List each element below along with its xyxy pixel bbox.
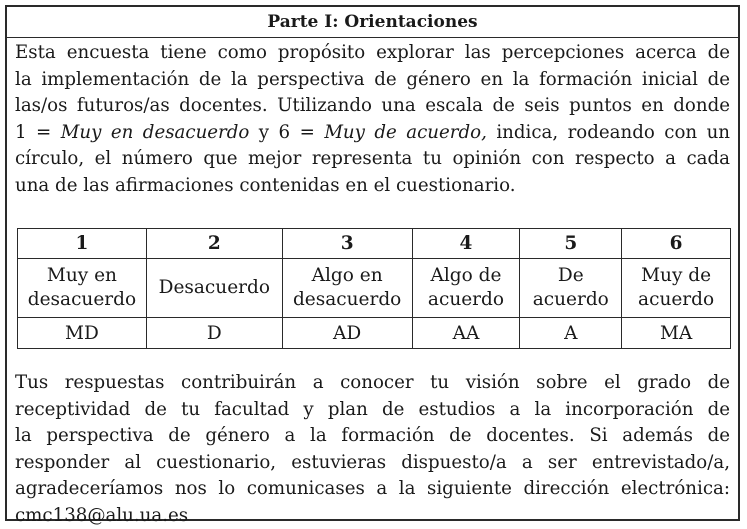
closing-line: receptividad de tu facultad y plan de estudios a la incorporación de — [15, 397, 730, 424]
scale-number: 6 — [622, 229, 731, 259]
scale-abbreviation: A — [520, 318, 622, 349]
intro-line: círculo, el número que mejor representa tu opinión con respecto a cada — [15, 146, 730, 173]
scale-label — [282, 259, 412, 318]
scale-label-line: desacuerdo — [28, 289, 136, 310]
intro-line: la implementación de la perspectiva de género en la formación inicial de — [15, 67, 730, 94]
scale-abbreviation: AD — [282, 318, 412, 349]
scale-label — [520, 259, 622, 318]
contact-email: cmc138@alu.ua.es — [15, 503, 730, 529]
closing-line: agradeceríamos nos lo comunicases a la siguiente dirección electrónica: — [15, 476, 730, 503]
scale-label-line: acuerdo — [533, 289, 609, 310]
scale-label — [18, 259, 147, 318]
scale-label-line: Desacuerdo — [159, 277, 270, 298]
closing-paragraph — [15, 370, 730, 529]
scale-label-line: acuerdo — [638, 289, 714, 310]
scale-label-line: Muy de — [641, 265, 711, 286]
intro-line-scale-definition — [15, 120, 730, 147]
orientation-box — [5, 5, 740, 521]
scale-label-line: desacuerdo — [293, 289, 401, 310]
scale-abbreviation: MA — [622, 318, 731, 349]
scale-label-line: Algo en — [312, 265, 383, 286]
scale-number: 3 — [282, 229, 412, 259]
closing-line: la perspectiva de género a la formación de docentes. Si además de — [15, 423, 730, 450]
intro-paragraph — [15, 40, 730, 199]
scale-min-label: Muy en desacuerdo — [61, 122, 250, 143]
scale-abbreviation: D — [146, 318, 282, 349]
scale-label-line: De — [558, 265, 584, 286]
section-title: Parte I: Orientaciones — [7, 7, 738, 38]
scale-label-line: acuerdo — [428, 289, 504, 310]
scale-abbreviation: MD — [18, 318, 147, 349]
scale-number: 1 — [18, 229, 147, 259]
scale-label — [622, 259, 731, 318]
intro-line: una de las afirmaciones contenidas en el cuestionario. — [15, 173, 730, 200]
scale-label-row — [18, 259, 731, 318]
scale-number: 2 — [146, 229, 282, 259]
text-fragment: indica, rodeando con un — [487, 122, 730, 143]
scale-label-line: Muy en — [47, 265, 117, 286]
scale-number: 5 — [520, 229, 622, 259]
scale-abbreviation-row — [18, 318, 731, 349]
scale-abbreviation: AA — [412, 318, 520, 349]
scale-number: 4 — [412, 229, 520, 259]
text-fragment: y 6 = — [249, 122, 324, 143]
intro-line: Esta encuesta tiene como propósito explorar las percepciones acerca de — [15, 40, 730, 67]
scale-max-label: Muy de acuerdo, — [324, 122, 487, 143]
intro-line: las/os futuros/as docentes. Utilizando una escala de seis puntos en donde — [15, 93, 730, 120]
likert-scale-table — [17, 228, 731, 349]
scale-label — [412, 259, 520, 318]
scale-number-row — [18, 229, 731, 259]
text-fragment: 1 = — [15, 122, 61, 143]
scale-label — [146, 259, 282, 318]
closing-line: responder al cuestionario, estuvieras dispuesto/a a ser entrevistado/a, — [15, 450, 730, 477]
closing-line: Tus respuestas contribuirán a conocer tu visión sobre el grado de — [15, 370, 730, 397]
scale-label-line: Algo de — [431, 265, 502, 286]
